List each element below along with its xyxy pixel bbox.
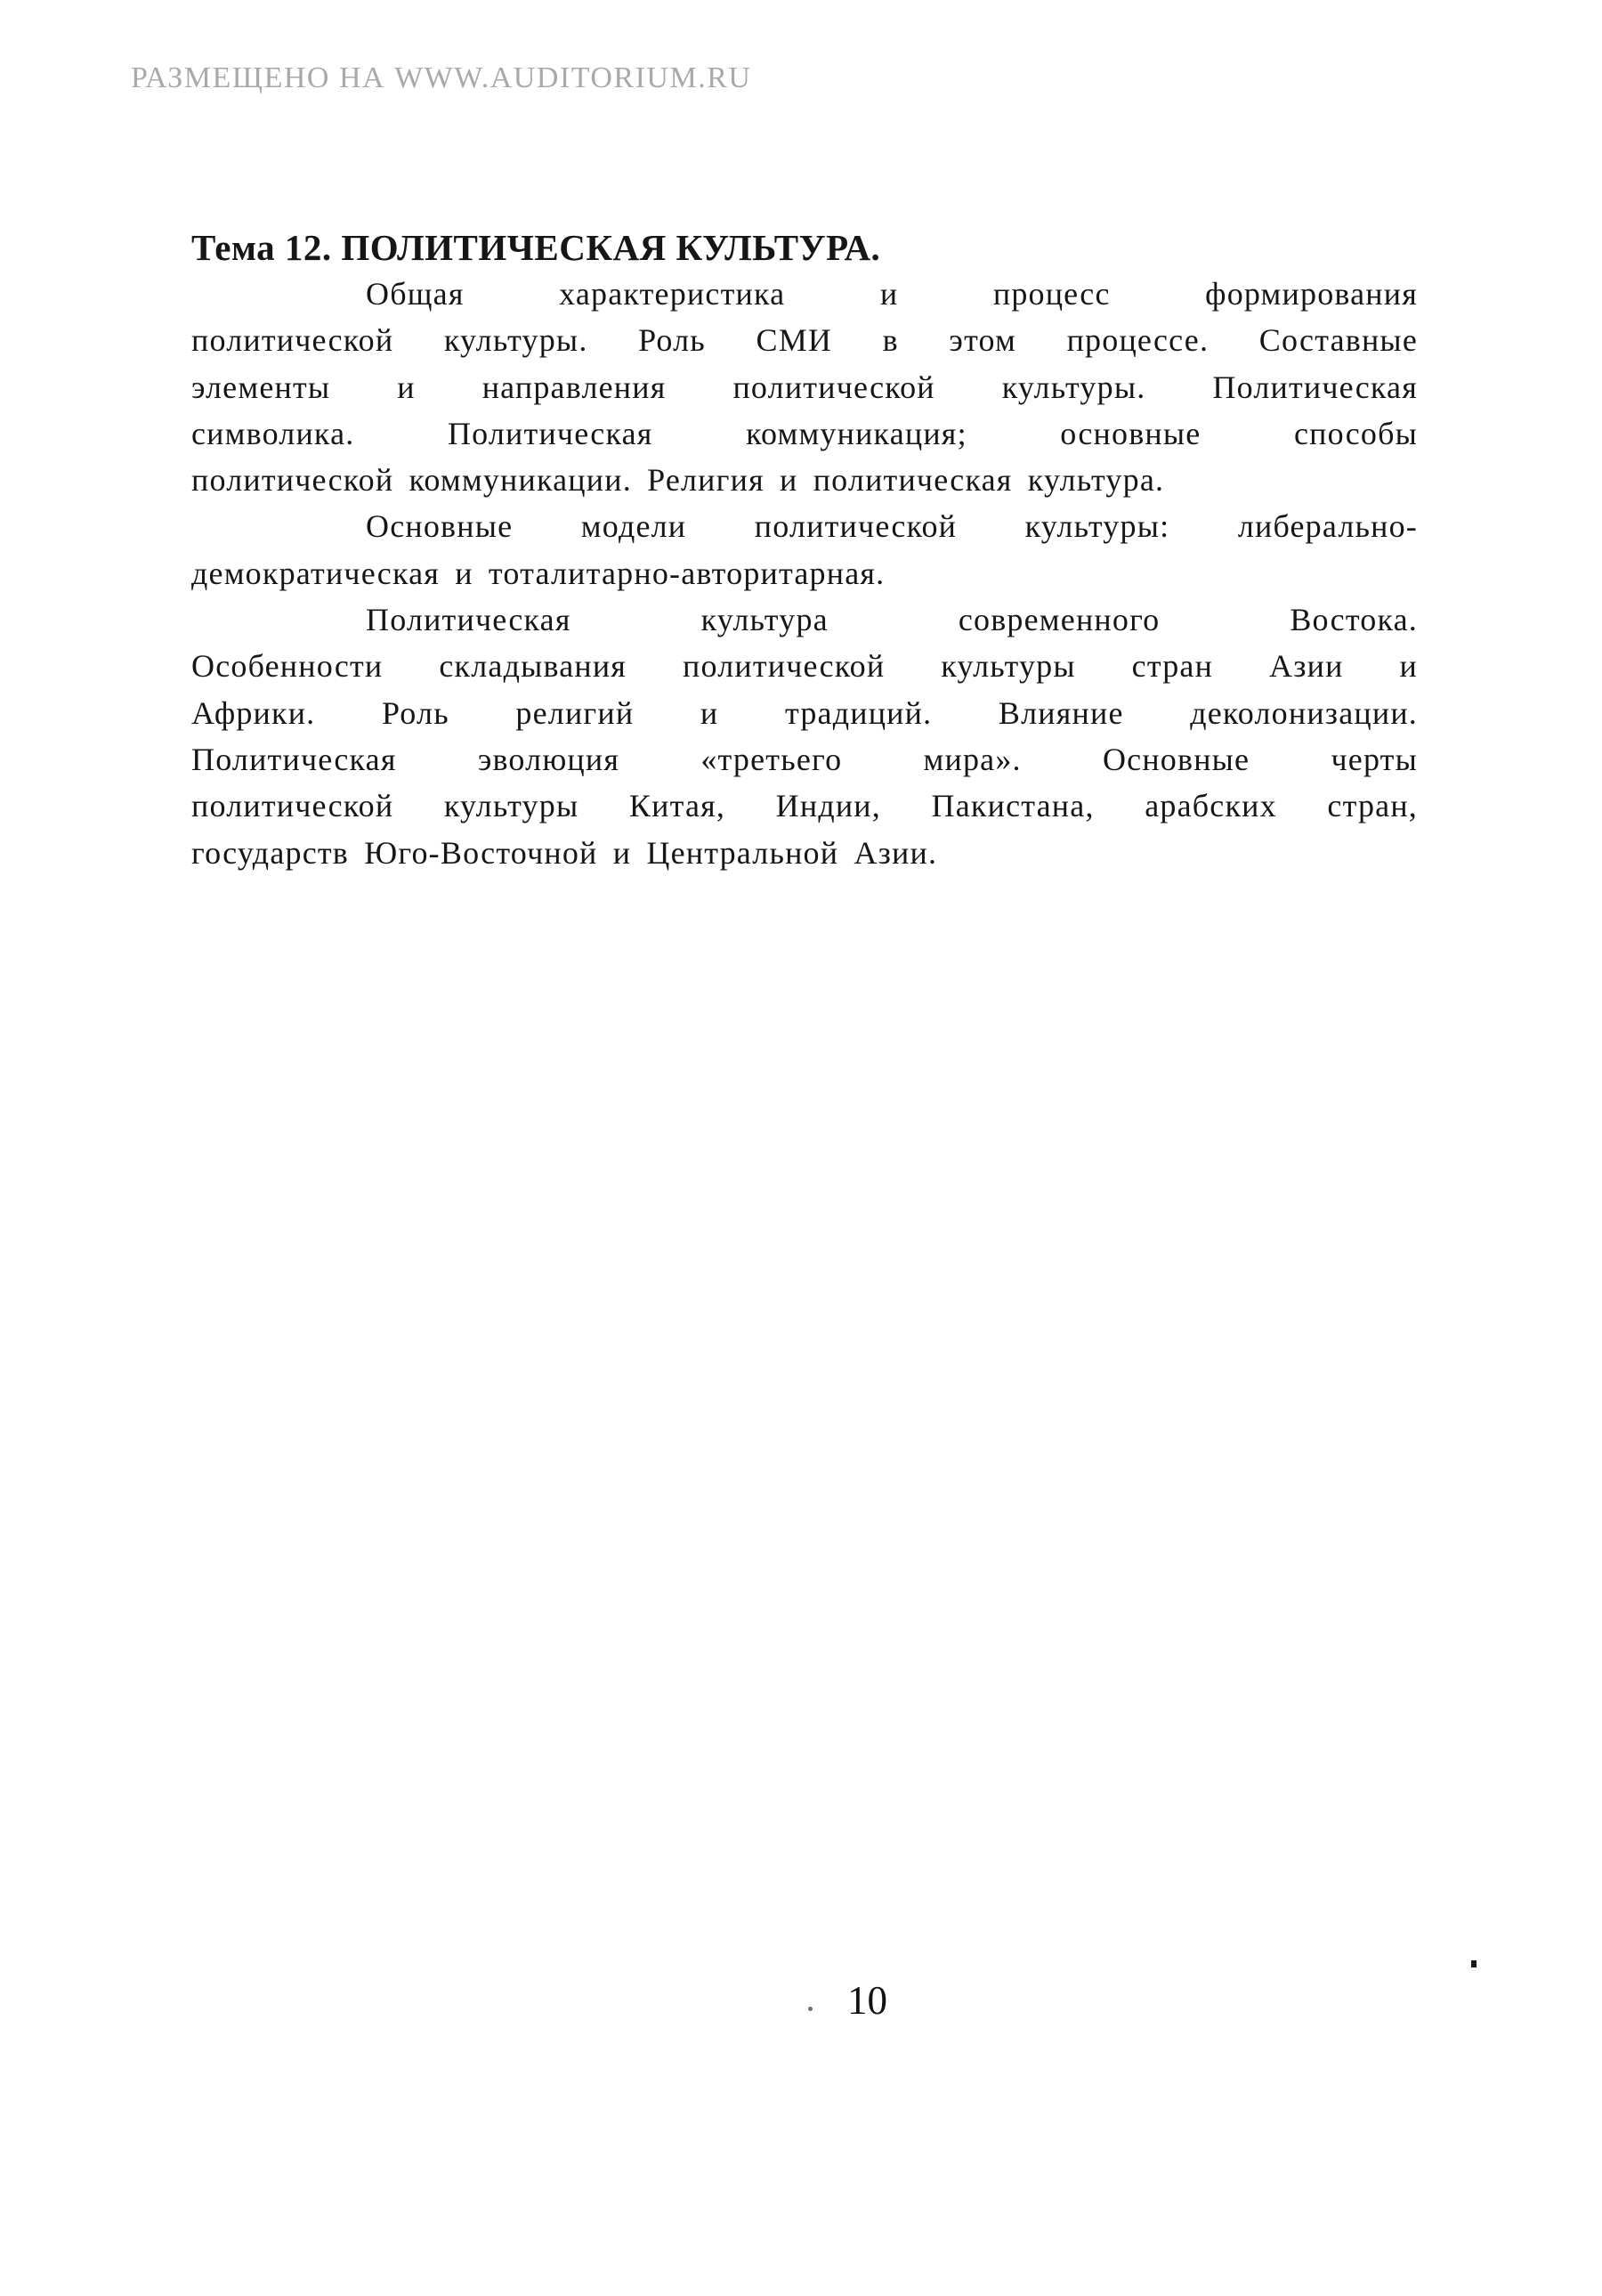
text-line: политической коммуникации. Религия и политическая культура.: [191, 462, 1165, 499]
text-line: политической культуры. Роль СМИ в этом процессе. Составные: [191, 322, 1418, 359]
page-number: 10: [847, 1978, 887, 2023]
text-line: демократическая и тоталитарно-авторитарная.: [191, 555, 886, 591]
scan-artifact-speck: [1471, 1960, 1477, 1967]
text-line: Общая характеристика и процесс формирования: [366, 276, 1418, 312]
text-line: политической культуры Китая, Индии, Пакистана, арабских стран,: [191, 788, 1418, 824]
scan-artifact-dot: [808, 2007, 813, 2011]
topic-title: Тема 12. ПОЛИТИЧЕСКАЯ КУЛЬТУРА.: [191, 227, 881, 268]
text-line: Африки. Роль религий и традиций. Влияние деколонизации.: [191, 694, 1418, 731]
text-line: Основные модели политической культуры: либерально-: [366, 508, 1418, 545]
text-line: символика. Политическая коммуникация; основные способы: [191, 415, 1418, 451]
watermark-text: РАЗМЕЩЕНО НА WWW.AUDITORIUM.RU: [131, 61, 752, 94]
text-line: элементы и направления политической культуры. Политическая: [191, 369, 1418, 405]
text-block: [191, 224, 1418, 876]
text-line: государств Юго-Восточной и Центральной Азии.: [191, 834, 938, 871]
text-line: Особенности складывания политической культуры стран Азии и: [191, 648, 1418, 685]
text-line: Политическая эволюция «третьего мира». Основные черты: [191, 741, 1418, 777]
text-line: Политическая культура современного Востока.: [366, 602, 1418, 638]
